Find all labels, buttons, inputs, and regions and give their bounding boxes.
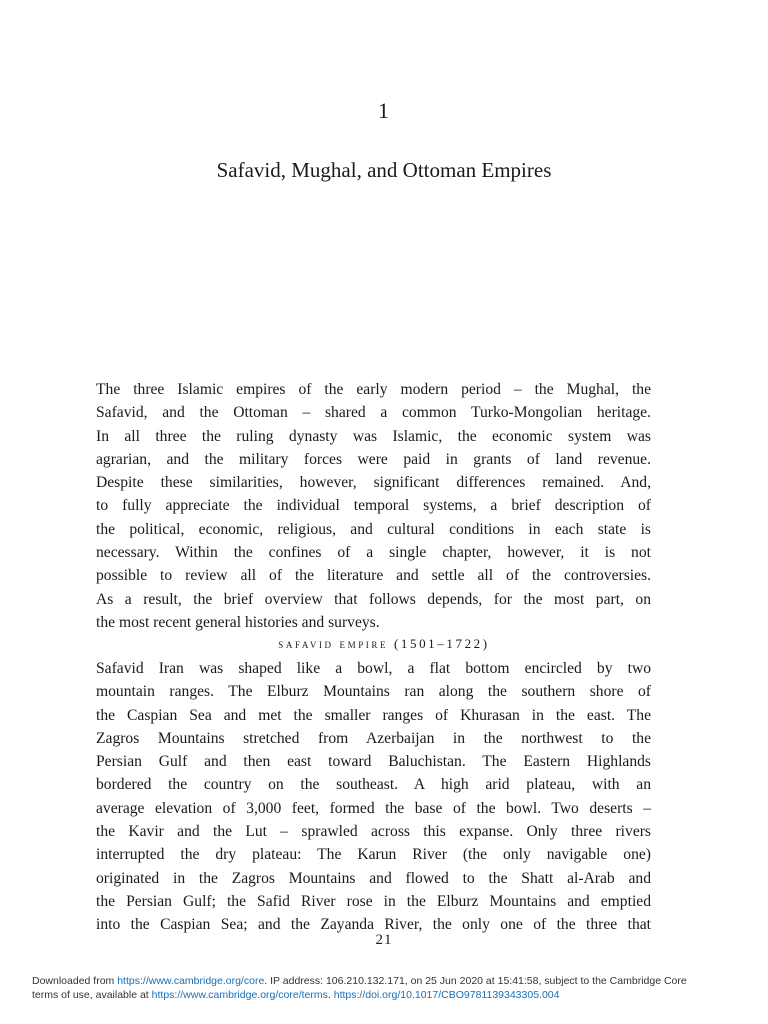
paragraph-line: to fully appreciate the individual temporal systems, a brief description of	[96, 497, 651, 515]
paragraph-line: the Persian Gulf; the Safid River rose in the Elburz Mountains and emptied	[96, 892, 651, 910]
footer-ip-text: . IP address: 106.210.132.171, on 25 Jun 2020 at 15:41:58, subject to the Cambridge Core	[264, 975, 687, 987]
chapter-title: Safavid, Mughal, and Ottoman Empires	[216, 158, 552, 182]
paragraph-line: Safavid, and the Ottoman – shared a common Turko-Mongolian heritage.	[96, 404, 651, 422]
paragraph-line: the most recent general histories and surveys.	[96, 613, 380, 631]
paragraph-line: Despite these similarities, however, significant differences remained. And,	[96, 474, 651, 492]
paragraph-line: Zagros Mountains stretched from Azerbaijan in the northwest to the	[96, 729, 651, 747]
download-footer	[32, 974, 752, 1002]
paragraph-line: bordered the country on the southeast. A high arid plateau, with an	[96, 776, 651, 794]
paragraph-line: the Kavir and the Lut – sprawled across this expanse. Only three rivers	[96, 823, 651, 841]
chapter-number: 1	[378, 98, 390, 123]
footer-downloaded-text: Downloaded from	[32, 975, 118, 987]
footer-terms-text: terms of use, available at	[32, 989, 152, 1001]
intro-paragraph	[96, 378, 651, 634]
paragraph-line: mountain ranges. The Elburz Mountains ran along the southern shore of	[96, 683, 651, 701]
footer-line-2	[32, 988, 752, 1002]
paragraph-line: originated in the Zagros Mountains and flowed to the Shatt al-Arab and	[96, 869, 651, 887]
footer-separator: .	[327, 989, 334, 1001]
paragraph-line: the Caspian Sea and met the smaller ranges of Khurasan in the east. The	[96, 706, 651, 724]
paragraph-line: In all three the ruling dynasty was Islamic, the economic system was	[96, 427, 651, 445]
section-heading: safavid empire (1501–1722)	[278, 636, 490, 651]
paragraph-line: Safavid Iran was shaped like a bowl, a flat bottom encircled by two	[96, 660, 651, 677]
paragraph-line: The three Islamic empires of the early modern period – the Mughal, the	[96, 381, 651, 398]
page-number: 21	[375, 932, 393, 948]
paragraph-line: into the Caspian Sea; and the Zayanda River, the only one of the three that	[96, 916, 651, 934]
paragraph-line: the political, economic, religious, and cultural conditions in each state is	[96, 520, 651, 538]
paragraph-line: average elevation of 3,000 feet, formed the base of the bowl. Two deserts –	[96, 799, 651, 817]
paragraph-line: interrupted the dry plateau: The Karun River (the only navigable one)	[96, 846, 651, 864]
paragraph-line: Persian Gulf and then east toward Baluchistan. The Eastern Highlands	[96, 753, 651, 771]
terms-link[interactable]: https://www.cambridge.org/core/terms	[151, 989, 328, 1001]
paragraph-line: possible to review all of the literature and settle all of the controversies.	[96, 567, 651, 585]
doi-link[interactable]: https://doi.org/10.1017/CBO9781139343305.004	[333, 989, 560, 1001]
paragraph-line: agrarian, and the military forces were paid in grants of land revenue.	[96, 450, 651, 468]
section-paragraph	[96, 657, 651, 937]
cambridge-core-link[interactable]: https://www.cambridge.org/core	[117, 975, 265, 987]
footer-line-1	[32, 974, 752, 988]
paragraph-line: necessary. Within the confines of a single chapter, however, it is not	[96, 544, 651, 562]
paragraph-line: As a result, the brief overview that follows depends, for the most part, on	[96, 590, 651, 608]
